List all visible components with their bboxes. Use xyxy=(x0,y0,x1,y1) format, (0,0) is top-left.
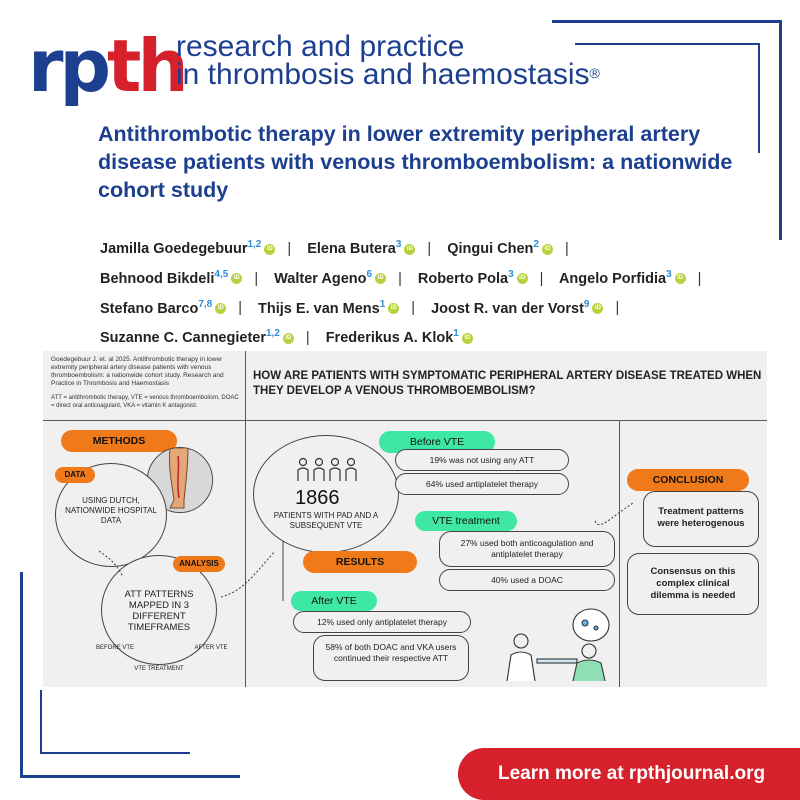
author-affiliation: 6 xyxy=(366,268,373,280)
author-affiliation: 9 xyxy=(583,298,590,310)
before-vte-label: Before VTE xyxy=(379,431,495,453)
author-name: Thijs E. van Mens xyxy=(258,300,380,317)
author-separator: | xyxy=(254,270,259,287)
author-line xyxy=(100,321,780,351)
doctor-patient-illustration xyxy=(499,603,615,683)
author-separator: | xyxy=(539,270,544,287)
conclusion-label: CONCLUSION xyxy=(627,469,749,491)
logo-th: th xyxy=(107,24,185,108)
citation-text: Goedegebuur J. et. al 2025. Antithrombotic therapy in lower extremity peripheral artery disease patients with venous thromboembolism: a nationwide cohort study. Research and Practice in Thrombosis and Haemostasis xyxy=(51,356,224,387)
vte-treatment-label: VTE treatment xyxy=(415,511,517,531)
before-vte-item: 64% used antiplatelet therapy xyxy=(395,473,569,495)
vte-treatment-item: 40% used a DOAC xyxy=(439,569,615,591)
author-separator: | xyxy=(305,330,310,347)
author-name: Frederikus A. Klok xyxy=(325,330,454,347)
vte-treatment-item: 27% used both anticoagulation and antiplatelet therapy xyxy=(439,531,615,567)
after-vte-item: 58% of both DOAC and VKA users continued their respective ATT xyxy=(313,635,469,681)
timeframe-before: BEFORE VTE xyxy=(95,645,134,651)
orcid-icon[interactable]: iD xyxy=(592,303,603,314)
author-separator: | xyxy=(398,270,402,287)
author-name: Suzanne C. Cannegieter xyxy=(100,330,266,347)
timeframe-after: AFTER VTE xyxy=(194,645,228,651)
data-description: USING DUTCH, NATIONWIDE HOSPITAL DATA xyxy=(65,496,157,525)
author-separator: | xyxy=(564,240,569,257)
orcid-icon[interactable]: iD xyxy=(462,333,473,344)
author-separator: | xyxy=(287,240,292,257)
graphical-abstract[interactable] xyxy=(43,351,767,687)
orcid-icon[interactable]: iD xyxy=(404,244,415,255)
author-line xyxy=(100,292,780,322)
corner-line-bottom-h xyxy=(20,775,240,778)
author-affiliation: 3 xyxy=(395,239,402,250)
author-separator: | xyxy=(615,300,620,317)
results-label: RESULTS xyxy=(303,551,417,573)
conclusion-item: Consensus on this complex clinical dilemma is needed xyxy=(627,553,759,615)
author-name: Qingui Chen xyxy=(447,240,534,257)
author-affiliation: 3 xyxy=(666,268,672,280)
author-affiliation: 3 xyxy=(508,268,514,280)
author-name: Roberto Pola xyxy=(417,270,509,287)
patients-description: PATIENTS WITH PAD AND A SUBSEQUENT VTE xyxy=(273,511,379,530)
journal-name xyxy=(176,30,600,91)
author-separator: | xyxy=(427,240,432,257)
author-line xyxy=(100,262,780,292)
before-vte-item: 19% was not using any ATT xyxy=(395,449,569,471)
journal-name-line2: in thrombosis and haemostasis® xyxy=(176,58,600,91)
analysis-label: ANALYSIS xyxy=(173,556,225,572)
orcid-icon[interactable]: iD xyxy=(542,244,553,255)
author-separator: | xyxy=(697,270,702,287)
people-icon xyxy=(295,457,359,483)
timeframe-treatment: VTE TREATMENT xyxy=(134,666,184,672)
article-title: Antithrombotic therapy in lower extremity peripheral artery disease patients with venous thromboembolism: a nationwide cohort study xyxy=(98,122,733,202)
analysis-description: ATT PATTERNS MAPPED IN 3 DIFFERENT TIMEFRAMES xyxy=(124,589,194,633)
author-list xyxy=(100,232,780,351)
methods-label: METHODS xyxy=(61,430,177,452)
data-label: DATA xyxy=(55,467,95,483)
orcid-icon[interactable]: iD xyxy=(264,244,275,255)
research-question: HOW ARE PATIENTS WITH SYMPTOMATIC PERIPHERAL ARTERY DISEASE TREATED WHEN THEY DEVELOP A VENOUS THROMBOEMBOLISM? xyxy=(253,370,762,397)
corner-line-top-h xyxy=(552,20,782,23)
journal-logo[interactable] xyxy=(28,24,185,108)
orcid-icon[interactable]: iD xyxy=(675,273,686,284)
author-name: Behnood Bikdeli xyxy=(100,270,215,287)
learn-more-banner[interactable]: Learn more at rpthjournal.org xyxy=(458,748,800,800)
author-separator: | xyxy=(411,300,416,317)
logo-rp: rp xyxy=(28,24,108,108)
orcid-icon[interactable]: iD xyxy=(215,303,226,314)
author-name: Angelo Porfidia xyxy=(558,270,667,287)
author-name: Elena Butera xyxy=(307,240,396,257)
corner-line-bottom-v xyxy=(20,572,23,777)
author-affiliation: 1,2 xyxy=(265,328,280,340)
patients-count: 1866 xyxy=(295,487,340,509)
author-separator: | xyxy=(238,300,242,317)
corner-line-top-h2 xyxy=(575,43,760,45)
author-affiliation: 1 xyxy=(453,328,459,340)
author-affiliation: 4,5 xyxy=(214,268,229,280)
author-name: Jamilla Goedegebuur xyxy=(100,240,248,257)
author-line xyxy=(100,232,780,262)
orcid-icon[interactable]: iD xyxy=(375,273,386,284)
orcid-icon[interactable]: iD xyxy=(231,273,242,284)
corner-line-bottom-v2 xyxy=(40,690,42,754)
after-vte-item: 12% used only antiplatelet therapy xyxy=(293,611,471,633)
author-affiliation: 1 xyxy=(379,298,386,310)
registered-mark: ® xyxy=(589,65,600,81)
orcid-icon[interactable]: iD xyxy=(517,273,528,284)
abbreviations-text: ATT = antithrombotic therapy, VTE = venous thromboembolism, DOAC = direct oral anticoagulant, VKA = vitamin K antagonist. xyxy=(51,395,239,409)
author-affiliation: 2 xyxy=(533,239,539,250)
author-name: Joost R. van der Vorst xyxy=(431,300,584,317)
author-affiliation: 7,8 xyxy=(198,298,213,310)
corner-line-top-v xyxy=(779,20,782,240)
author-name: Stefano Barco xyxy=(100,300,199,317)
orcid-icon[interactable]: iD xyxy=(283,333,294,344)
conclusion-item: Treatment patterns were heterogenous xyxy=(643,491,759,547)
orcid-icon[interactable]: iD xyxy=(388,303,399,314)
author-affiliation: 1,2 xyxy=(247,239,262,250)
author-name: Walter Ageno xyxy=(274,270,367,287)
journal-name-line1: research and practice xyxy=(176,30,465,63)
after-vte-label: After VTE xyxy=(291,591,377,611)
corner-line-bottom-h2 xyxy=(40,752,190,754)
